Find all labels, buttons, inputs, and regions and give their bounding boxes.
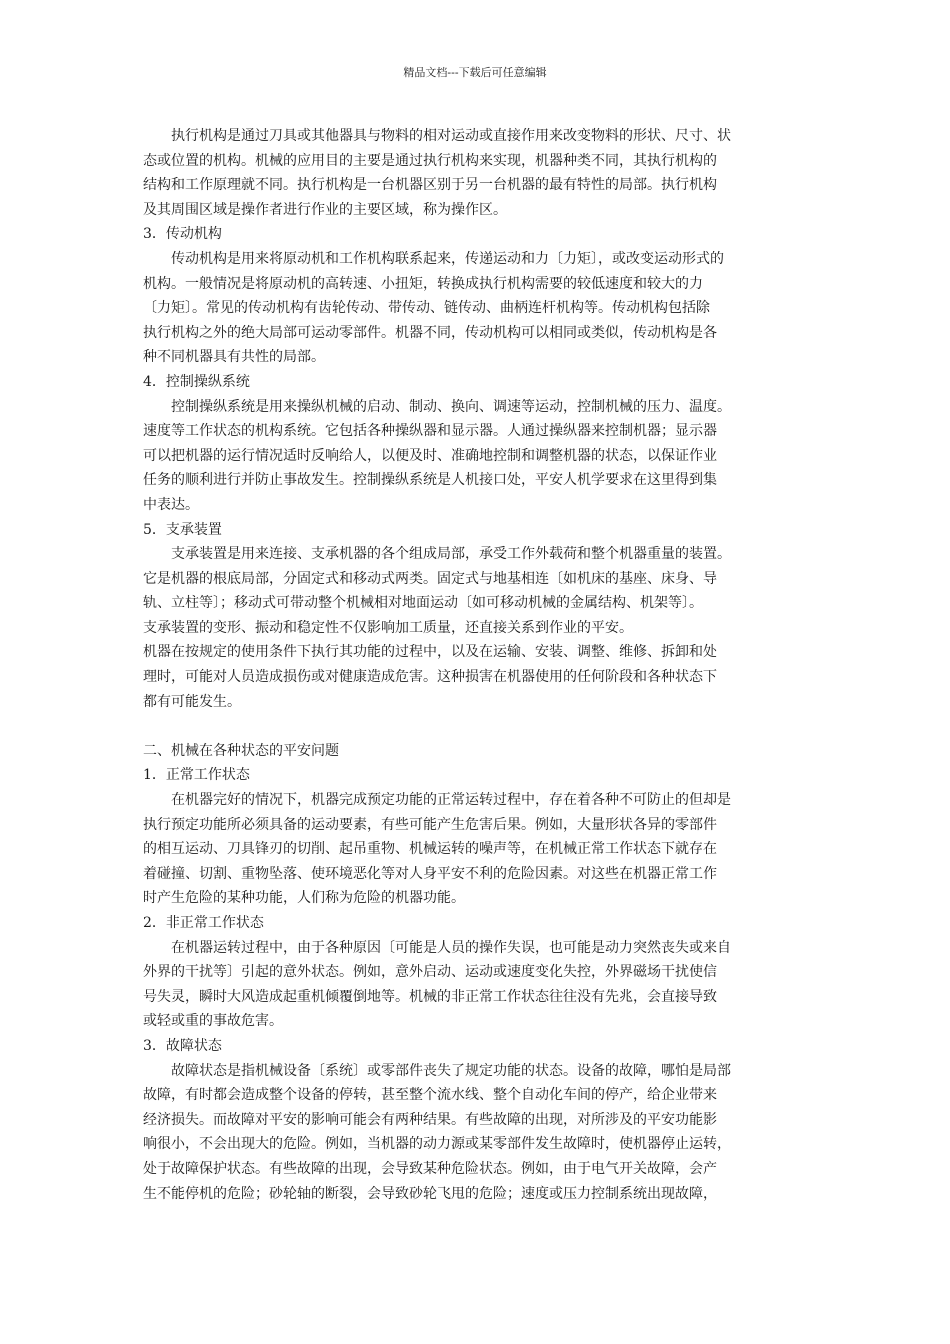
text-line xyxy=(143,1206,811,1231)
text-line: 时产生危险的某种功能，人们称为危险的机器功能。 xyxy=(143,890,465,907)
text-line: 它是机器的根底局部，分固定式和移动式两类。固定式与地基相连〔如机床的基座、床身、导 xyxy=(143,570,717,587)
section-heading: 3．故障状态 xyxy=(143,1037,222,1054)
text-line: 任务的顺利进行并防止事故发生。控制操纵系统是人机接口处，平安人机学要求在这里得到集 xyxy=(143,472,717,489)
text-line: 中表达。 xyxy=(143,496,199,513)
text-line: 机构。一般情况是将原动机的高转速、小扭矩，转换成执行机构需要的较低速度和较大的力 xyxy=(143,275,703,292)
text-line: 都有可能发生。 xyxy=(143,693,241,710)
text-line: 响很小，不会出现大的危险。例如，当机器的动力源或某零部件发生故障时，使机器停止运转， xyxy=(143,1136,731,1153)
section-heading: 2．非正常工作状态 xyxy=(143,915,264,931)
document-body xyxy=(143,124,811,1231)
section-heading: 3．传动机构 xyxy=(143,226,222,243)
text-line: 生不能停机的危险；砂轮轴的断裂，会导致砂轮飞甩的危险；速度或压力控制系统出现故障， xyxy=(143,1185,717,1202)
text-line: 经济损失。而故障对平安的影响可能会有两种结果。有些故障的出现，对所涉及的平安功能影 xyxy=(143,1111,717,1128)
chapter-heading: 二、机械在各种状态的平安问题 xyxy=(143,742,339,759)
text-line: 执行机构之外的绝大局部可运动零部件。机器不同，传动机构可以相同或类似，传动机构是各 xyxy=(143,324,717,341)
text-line: 处于故障保护状态。有些故障的出现，会导致某种危险状态。例如，由于电气开关故障，会产 xyxy=(143,1160,717,1177)
text-line: 速度等工作状态的机构系统。它包括各种操纵器和显示器。人通过操纵器来控制机器；显示器 xyxy=(143,423,717,440)
text-line: 机器在按规定的使用条件下执行其功能的过程中，以及在运输、安装、调整、维修、拆卸和处 xyxy=(143,644,717,661)
text-line: 可以把机器的运行情况适时反响给人，以便及时、准确地控制和调整机器的状态，以保证作业 xyxy=(143,447,717,464)
section-heading: 4．控制操纵系统 xyxy=(143,373,250,390)
text-line: 〔力矩〕。常见的传动机构有齿轮传动、带传动、链传动、曲柄连杆机构等。传动机构包括除 xyxy=(143,300,710,317)
text-line: 故障状态是指机械设备〔系统〕或零部件丧失了规定功能的状态。设备的故障，哪怕是局部 xyxy=(171,1062,731,1079)
text-line: 传动机构是用来将原动机和工作机构联系起来，传递运动和力〔力矩〕，或改变运动形式的 xyxy=(171,250,724,267)
text-line: 控制操纵系统是用来操纵机械的启动、制动、换向、调速等运动，控制机械的压力、温度。 xyxy=(171,398,731,415)
text-line: 种不同机器具有共性的局部。 xyxy=(143,349,325,366)
text-line: 执行预定功能所必须具备的运动要素，有些可能产生危害后果。例如，大量形状各异的零部件 xyxy=(143,816,717,833)
text-line: 的相互运动、刀具锋刃的切削、起吊重物、机械运转的噪声等，在机械正常工作状态下就存在 xyxy=(143,841,717,858)
text-line: 结构和工作原理就不同。执行机构是一台机器区别于另一台机器的最有特性的局部。执行机构 xyxy=(143,177,717,194)
text-line: 在机器完好的情况下，机器完成预定功能的正常运转过程中，存在着各种不可防止的但却是 xyxy=(171,792,731,809)
page-header: 精品文档---下载后可任意编辑 xyxy=(403,66,547,79)
text-line: 及其周围区域是操作者进行作业的主要区域，称为操作区。 xyxy=(143,201,507,218)
text-line: 在机器运转过程中，由于各种原因〔可能是人员的操作失误，也可能是动力突然丧失或来自 xyxy=(171,939,731,956)
blank-line xyxy=(143,714,811,739)
text-line: 外界的干扰等〕引起的意外状态。例如，意外启动、运动或速度变化失控，外界磁场干扰使信 xyxy=(143,964,717,981)
section-heading: 5．支承装置 xyxy=(143,521,222,538)
text-line: 支承装置的变形、振动和稳定性不仅影响加工质量，还直接关系到作业的平安。 xyxy=(143,619,633,636)
text-line: 故障，有时都会造成整个设备的停转，甚至整个流水线、整个自动化车间的停产，给企业带来 xyxy=(143,1087,717,1104)
text-line: 支承装置是用来连接、支承机器的各个组成局部，承受工作外载荷和整个机器重量的装置。 xyxy=(171,546,731,563)
text-line: 着碰撞、切割、重物坠落、使环境恶化等对人身平安不利的危险因素。对这些在机器正常工作 xyxy=(143,865,717,882)
text-line: 执行机构是通过刀具或其他器具与物料的相对运动或直接作用来改变物料的形状、尺寸、状 xyxy=(171,128,731,144)
text-line: 或轻或重的事故危害。 xyxy=(143,1013,283,1030)
text-line: 轨、立柱等〕；移动式可带动整个机械相对地面运动〔如可移动机械的金属结构、机架等〕。 xyxy=(143,595,703,612)
text-line: 理时，可能对人员造成损伤或对健康造成危害。这种损害在机器使用的任何阶段和各种状态下 xyxy=(143,669,717,686)
text-line: 态或位置的机构。机械的应用目的主要是通过执行机构来实现，机器种类不同，其执行机构的 xyxy=(143,152,717,169)
section-heading: 1．正常工作状态 xyxy=(143,767,250,784)
text-line: 号失灵，瞬时大风造成起重机倾覆倒地等。机械的非正常工作状态往往没有先兆，会直接导致 xyxy=(143,988,717,1005)
